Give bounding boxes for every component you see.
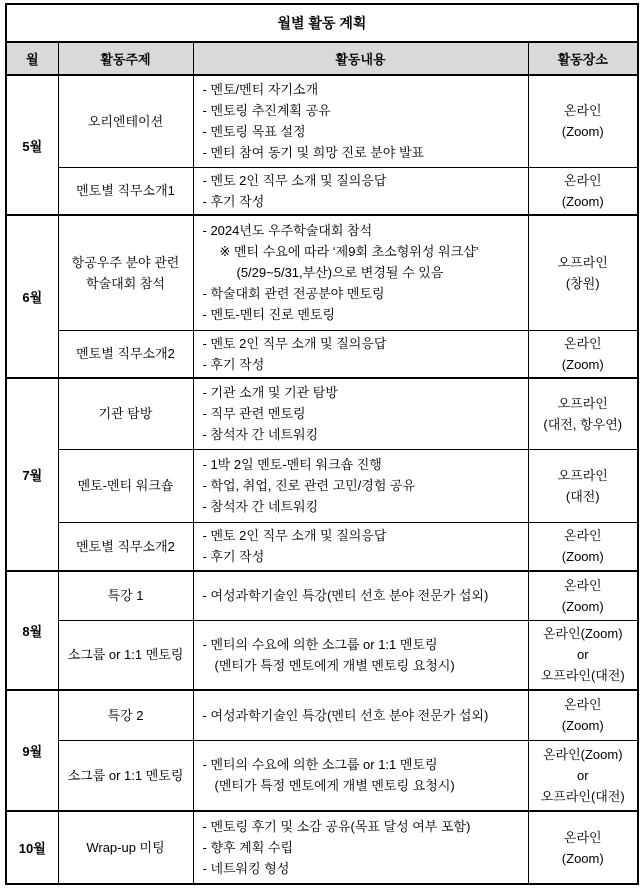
- place-cell: [528, 167, 638, 215]
- topic-cell: [58, 215, 193, 330]
- content-cell: [193, 449, 528, 522]
- topic-cell: [58, 330, 193, 378]
- content-line: - 멘티의 수요에 의한 소그룹 or 1:1 멘토링: [202, 757, 438, 773]
- content-note-line: (5/29~5/31,부산)으로 변경될 수 있음: [236, 265, 444, 281]
- content-line: - 참석자 간 네트워킹: [202, 499, 319, 514]
- place-line: 온라인: [563, 829, 602, 845]
- content-line: - 후기 작성: [202, 356, 265, 372]
- place-line: 온라인: [563, 577, 602, 593]
- place-line: or: [576, 767, 589, 783]
- place-cell: [528, 215, 638, 330]
- activity-row: [6, 378, 638, 449]
- content-cell: [193, 330, 528, 378]
- place-line: (Zoom): [561, 356, 604, 372]
- topic-cell: [58, 571, 193, 620]
- content-cell: [193, 690, 528, 740]
- month-cell: 8월: [6, 571, 58, 690]
- content-line: - 네트워킹 형성: [202, 861, 290, 876]
- content-line: - 기관 소개 및 기관 탐방: [202, 385, 338, 401]
- content-line: - 멘토 2인 직무 소개 및 질의응답: [202, 172, 387, 188]
- place-line: (Zoom): [561, 124, 604, 140]
- place-line: 온라인(Zoom): [542, 746, 623, 762]
- topic-cell: [58, 75, 193, 167]
- title-row: [6, 4, 638, 42]
- content-line: - 멘토/멘티 자기소개: [202, 82, 319, 98]
- activity-row: [6, 811, 638, 884]
- content-line: - 1박 2일 멘토-멘티 워크숍 진행: [202, 457, 382, 472]
- topic-line: 특강 2: [107, 707, 144, 723]
- content-cell: [193, 620, 528, 690]
- topic-cell: [58, 811, 193, 884]
- place-line: 오프라인(대전): [540, 668, 625, 684]
- topic-line: 항공우주 분야 관련: [71, 254, 180, 270]
- activity-row: [6, 690, 638, 740]
- content-line: - 여성과학기술인 특강(멘티 선호 분야 전문가 섭외): [202, 588, 489, 604]
- header-month: 월: [6, 42, 58, 75]
- content-line: - 멘티의 수요에 의한 소그룹 or 1:1 멘토링: [202, 636, 438, 652]
- activity-plan-table: [5, 3, 639, 885]
- place-cell: [528, 740, 638, 811]
- topic-line: 멘토별 직무소개2: [76, 538, 175, 554]
- month-cell: 10월: [6, 811, 58, 884]
- content-cell: [193, 75, 528, 167]
- month-cell: 6월: [6, 215, 58, 378]
- topic-cell: [58, 620, 193, 690]
- topic-line: 특강 1: [107, 588, 144, 604]
- topic-cell: [58, 690, 193, 740]
- content-cell: [193, 167, 528, 215]
- topic-line: 멘토별 직무소개2: [76, 346, 175, 362]
- topic-line: 멘토-멘티 워크숍: [77, 478, 174, 493]
- content-line: - 후기 작성: [202, 193, 265, 209]
- topic-cell: [58, 522, 193, 571]
- content-note-line: ※ 멘티 수요에 따라 ‘제9회 초소형위성 워크샵’: [219, 244, 479, 260]
- content-line: - 멘티 참여 동기 및 희망 진로 분야 발표: [202, 145, 425, 161]
- month-cell: 5월: [6, 75, 58, 215]
- activity-row: [6, 167, 638, 215]
- content-cell: [193, 571, 528, 620]
- activity-row: [6, 571, 638, 620]
- header-topic: 활동주제: [58, 42, 193, 75]
- topic-cell: [58, 167, 193, 215]
- place-cell: [528, 690, 638, 740]
- place-line: or: [576, 647, 589, 663]
- content-line: - 멘토링 후기 및 소감 공유(목표 달성 여부 포함): [202, 819, 471, 834]
- topic-line: 멘토별 직무소개1: [76, 183, 175, 199]
- content-line: - 학업, 취업, 진로 관련 고민/경험 공유: [202, 478, 416, 493]
- content-line: - 직무 관련 멘토링: [202, 406, 306, 422]
- topic-line: 오리엔테이션: [87, 113, 164, 129]
- place-cell: [528, 522, 638, 571]
- place-line: (Zoom): [561, 193, 604, 209]
- place-cell: [528, 811, 638, 884]
- content-line: - 멘토링 추진계획 공유: [202, 103, 331, 119]
- place-line: (Zoom): [561, 598, 604, 614]
- content-note-line: (멘티가 특정 멘토에게 개별 멘토링 요청시): [214, 778, 455, 794]
- activity-row: [6, 75, 638, 167]
- content-line: - 참석자 간 네트워킹: [202, 427, 319, 443]
- activity-row: [6, 522, 638, 571]
- place-line: 오프라인: [557, 467, 608, 483]
- content-line: - 멘토 2인 직무 소개 및 질의응답: [202, 528, 387, 544]
- activity-row: [6, 449, 638, 522]
- place-line: 오프라인: [557, 395, 608, 411]
- place-cell: [528, 620, 638, 690]
- content-line: - 멘토링 목표 설정: [202, 124, 306, 140]
- content-cell: [193, 378, 528, 449]
- place-line: 온라인(Zoom): [542, 626, 623, 642]
- topic-cell: [58, 740, 193, 811]
- table-title: 월별 활동 계획: [6, 4, 638, 42]
- activity-row: [6, 330, 638, 378]
- content-line: - 멘토 2인 직무 소개 및 질의응답: [202, 335, 387, 351]
- activity-row: [6, 620, 638, 690]
- place-line: 온라인: [563, 335, 602, 351]
- place-cell: [528, 449, 638, 522]
- month-cell: 9월: [6, 690, 58, 811]
- topic-line: 소그룹 or 1:1 멘토링: [67, 767, 184, 783]
- activity-row: [6, 740, 638, 811]
- content-cell: [193, 740, 528, 811]
- header-row: [6, 42, 638, 75]
- content-line: - 학술대회 관련 전공분야 멘토링: [202, 286, 385, 302]
- content-cell: [193, 215, 528, 330]
- content-line: - 2024년도 우주학술대회 참석: [202, 223, 373, 239]
- place-line: (대전): [565, 488, 600, 504]
- place-line: 오프라인(대전): [540, 788, 625, 804]
- content-line: - 여성과학기술인 특강(멘티 선호 분야 전문가 섭외): [202, 707, 489, 723]
- place-line: 온라인: [563, 528, 602, 544]
- topic-cell: [58, 378, 193, 449]
- place-cell: [528, 330, 638, 378]
- header-place: 활동장소: [528, 42, 638, 75]
- header-content: 활동내용: [193, 42, 528, 75]
- content-line: - 멘토-멘티 진로 멘토링: [202, 307, 336, 323]
- place-cell: [528, 75, 638, 167]
- month-cell: 7월: [6, 378, 58, 571]
- topic-line: Wrap-up 미팅: [86, 840, 165, 855]
- topic-cell: [58, 449, 193, 522]
- place-line: 온라인: [563, 172, 602, 188]
- place-line: (창원): [565, 275, 600, 291]
- content-line: - 후기 작성: [202, 549, 265, 565]
- content-cell: [193, 811, 528, 884]
- topic-line: 기관 탐방: [98, 406, 153, 422]
- place-line: (대전, 항우연): [543, 416, 623, 432]
- content-line: - 향후 계획 수립: [202, 840, 294, 855]
- topic-line: 소그룹 or 1:1 멘토링: [67, 647, 184, 663]
- place-cell: [528, 378, 638, 449]
- place-line: (Zoom): [561, 549, 604, 565]
- content-cell: [193, 522, 528, 571]
- topic-line: 학술대회 참석: [86, 275, 165, 291]
- place-line: (Zoom): [561, 718, 604, 734]
- place-cell: [528, 571, 638, 620]
- place-line: (Zoom): [561, 850, 604, 866]
- content-note-line: (멘티가 특정 멘토에게 개별 멘토링 요청시): [214, 657, 455, 673]
- place-line: 온라인: [563, 697, 602, 713]
- place-line: 온라인: [563, 103, 602, 119]
- activity-row: [6, 215, 638, 330]
- place-line: 오프라인: [557, 254, 608, 270]
